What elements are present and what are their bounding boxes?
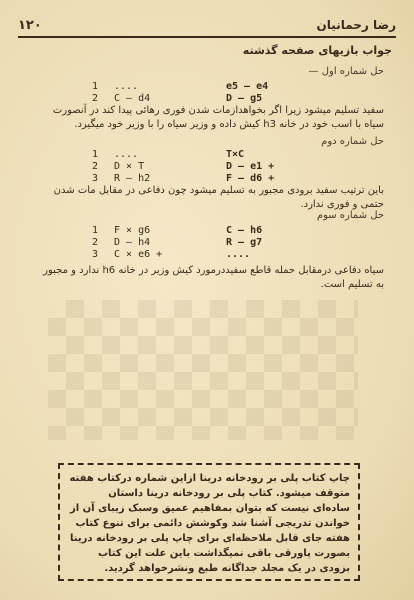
- white-move: R — h2: [114, 172, 151, 184]
- problem-2-moves: [92, 148, 322, 184]
- problem-1-moves: [92, 80, 322, 104]
- section-title: جواب بازیهای صفحه گذشته: [242, 44, 392, 57]
- move-row: [92, 80, 322, 92]
- problem-3-label: حل شماره سوم: [316, 210, 384, 221]
- move-number: 1: [92, 148, 99, 160]
- problem-2-label: حل شماره دوم: [321, 136, 384, 147]
- white-move: ....: [114, 80, 139, 92]
- problem-3-moves: [92, 224, 322, 260]
- problem-1-label: حل شماره اول —: [308, 66, 384, 77]
- move-number: 1: [92, 80, 99, 92]
- header-rule: [18, 36, 396, 38]
- move-row: [92, 224, 322, 236]
- white-move: ....: [114, 148, 139, 160]
- black-move: ....: [226, 248, 251, 260]
- move-row: [92, 92, 322, 104]
- page-number: ۱۲۰: [18, 17, 42, 33]
- move-number: 2: [92, 92, 99, 104]
- running-head: رضا رحمانیان: [316, 18, 396, 32]
- white-move: D × T: [114, 160, 145, 172]
- move-number: 3: [92, 172, 99, 184]
- move-row: [92, 160, 322, 172]
- white-move: C × e6 +: [114, 248, 163, 260]
- problem-1-explanation: سفید تسلیم میشود زیرا اگر بخواهدازمات شدن فوری رهائی پیدا کند در آنصورت سیاه با اسب خود در خانه h3 کیش داده و وزیر سیاه را با وزیر خود میگیرد.: [52, 105, 384, 130]
- black-move: D — e1 +: [226, 160, 275, 172]
- move-row: [92, 248, 322, 260]
- problem-2-explanation: باین ترتیب سفید برودی مجبور به تسلیم میشود چون دفاعی در مقابل مات شدن حتمی و فوری ندارد.: [53, 185, 384, 210]
- move-number: 1: [92, 224, 99, 236]
- notice-box: چاپ کتاب پلی بر رودخانه درینا ازاین شماره درکتاب هفته متوقف میشود. کتاب پلی بر رودخانه درینا داستان ساده‌ای نیست که بتوان بمفاهیم عمیق وسبک زیبای آن از خواندن تدریجی آشنا شد وکوشش دائمی برای تنوع کتاب هفته جای قابل ملاحظه‌ای برای چاپ پلی بر رودخانه درینا بصورت پاورقی باقی نمیگذاشت باین علت این کتاب بزودی در یک مجلد جداگانه طبع ونشرخواهد گردید.: [58, 463, 360, 581]
- move-number: 2: [92, 236, 99, 248]
- move-number: 3: [92, 248, 99, 260]
- black-move: F — d6 +: [226, 172, 275, 184]
- white-move: D — h4: [114, 236, 151, 248]
- move-row: [92, 172, 322, 184]
- black-move: R — g7: [226, 236, 263, 248]
- bleed-through-chessboard: [48, 300, 358, 440]
- black-move: C — h6: [226, 224, 263, 236]
- black-move: D — g5: [226, 92, 263, 104]
- black-move: T×C: [226, 148, 245, 160]
- move-row: [92, 236, 322, 248]
- problem-3-explanation: سیاه دفاعی درمقابل حمله قاطع سفیددرمورد کیش وزیر در خانه h6 ندارد و مجبور به تسلیم است.: [43, 265, 384, 290]
- move-number: 2: [92, 160, 99, 172]
- page-header: [18, 14, 396, 36]
- white-move: C — d4: [114, 92, 151, 104]
- move-row: [92, 148, 322, 160]
- black-move: e5 — e4: [226, 80, 269, 92]
- white-move: F × g6: [114, 224, 151, 236]
